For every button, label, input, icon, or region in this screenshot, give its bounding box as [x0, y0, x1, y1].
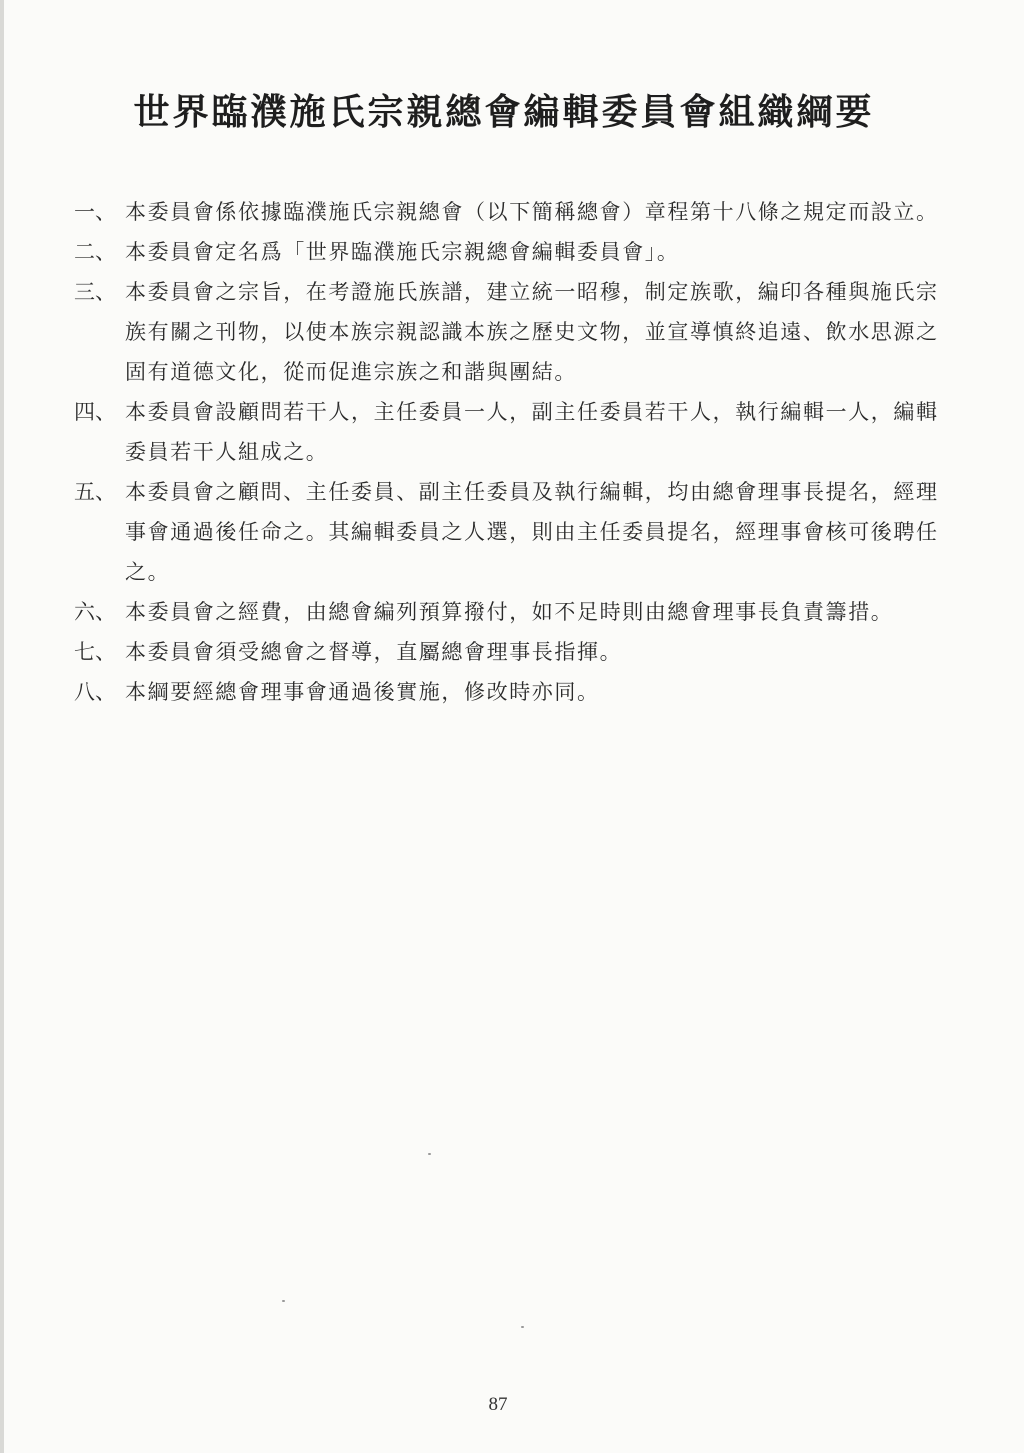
article-marker: 一、	[74, 200, 116, 224]
document-title: 世界臨濮施氏宗親總會編輯委員會組織綱要	[133, 92, 875, 133]
article-marker: 五、	[74, 480, 116, 504]
article-text: 本委員會係依據臨濮施氏宗親總會（以下簡稱總會）章程第十八條之規定而設立。	[125, 200, 939, 224]
article-7	[74, 632, 954, 672]
scan-speck	[521, 1326, 524, 1328]
scan-speck	[282, 1300, 285, 1302]
article-marker: 二、	[74, 240, 116, 264]
article-4	[74, 392, 954, 472]
article-text: 本委員會之顧問、主任委員、副主任委員及執行編輯，均由總會理事長提名，經理事會通過後任命之。其編輯委員之人選，則由主任委員提名，經理事會核可後聘任之。	[125, 480, 939, 584]
article-text: 本委員會設顧問若干人，主任委員一人，副主任委員若干人，執行編輯一人，編輯委員若干人組成之。	[125, 400, 939, 464]
article-text: 本綱要經總會理事會通過後實施，修改時亦同。	[125, 680, 600, 704]
article-marker: 三、	[74, 280, 116, 304]
page-number: 87	[488, 1394, 508, 1415]
article-text: 本委員會之經費，由總會編列預算撥付，如不足時則由總會理事長負責籌措。	[125, 600, 894, 624]
article-marker: 八、	[74, 680, 116, 704]
article-8	[74, 672, 954, 712]
article-marker: 六、	[74, 600, 116, 624]
article-5	[74, 472, 954, 592]
article-3	[74, 272, 954, 392]
scan-speck	[428, 1153, 431, 1155]
article-1	[74, 192, 954, 232]
article-text: 本委員會須受總會之督導，直屬總會理事長指揮。	[125, 640, 623, 664]
article-text: 本委員會定名爲「世界臨濮施氏宗親總會編輯委員會」。	[125, 240, 680, 264]
article-2	[74, 232, 954, 272]
article-6	[74, 592, 954, 632]
article-list	[74, 192, 954, 712]
article-marker: 七、	[74, 640, 116, 664]
article-text: 本委員會之宗旨，在考證施氏族譜，建立統一昭穆，制定族歌，編印各種與施氏宗族有關之刊物，以使本族宗親認識本族之歷史文物，並宣導慎終追遠、飲水思源之固有道德文化，從而促進宗族之和諧與團結。	[125, 280, 939, 384]
article-marker: 四、	[74, 400, 116, 424]
